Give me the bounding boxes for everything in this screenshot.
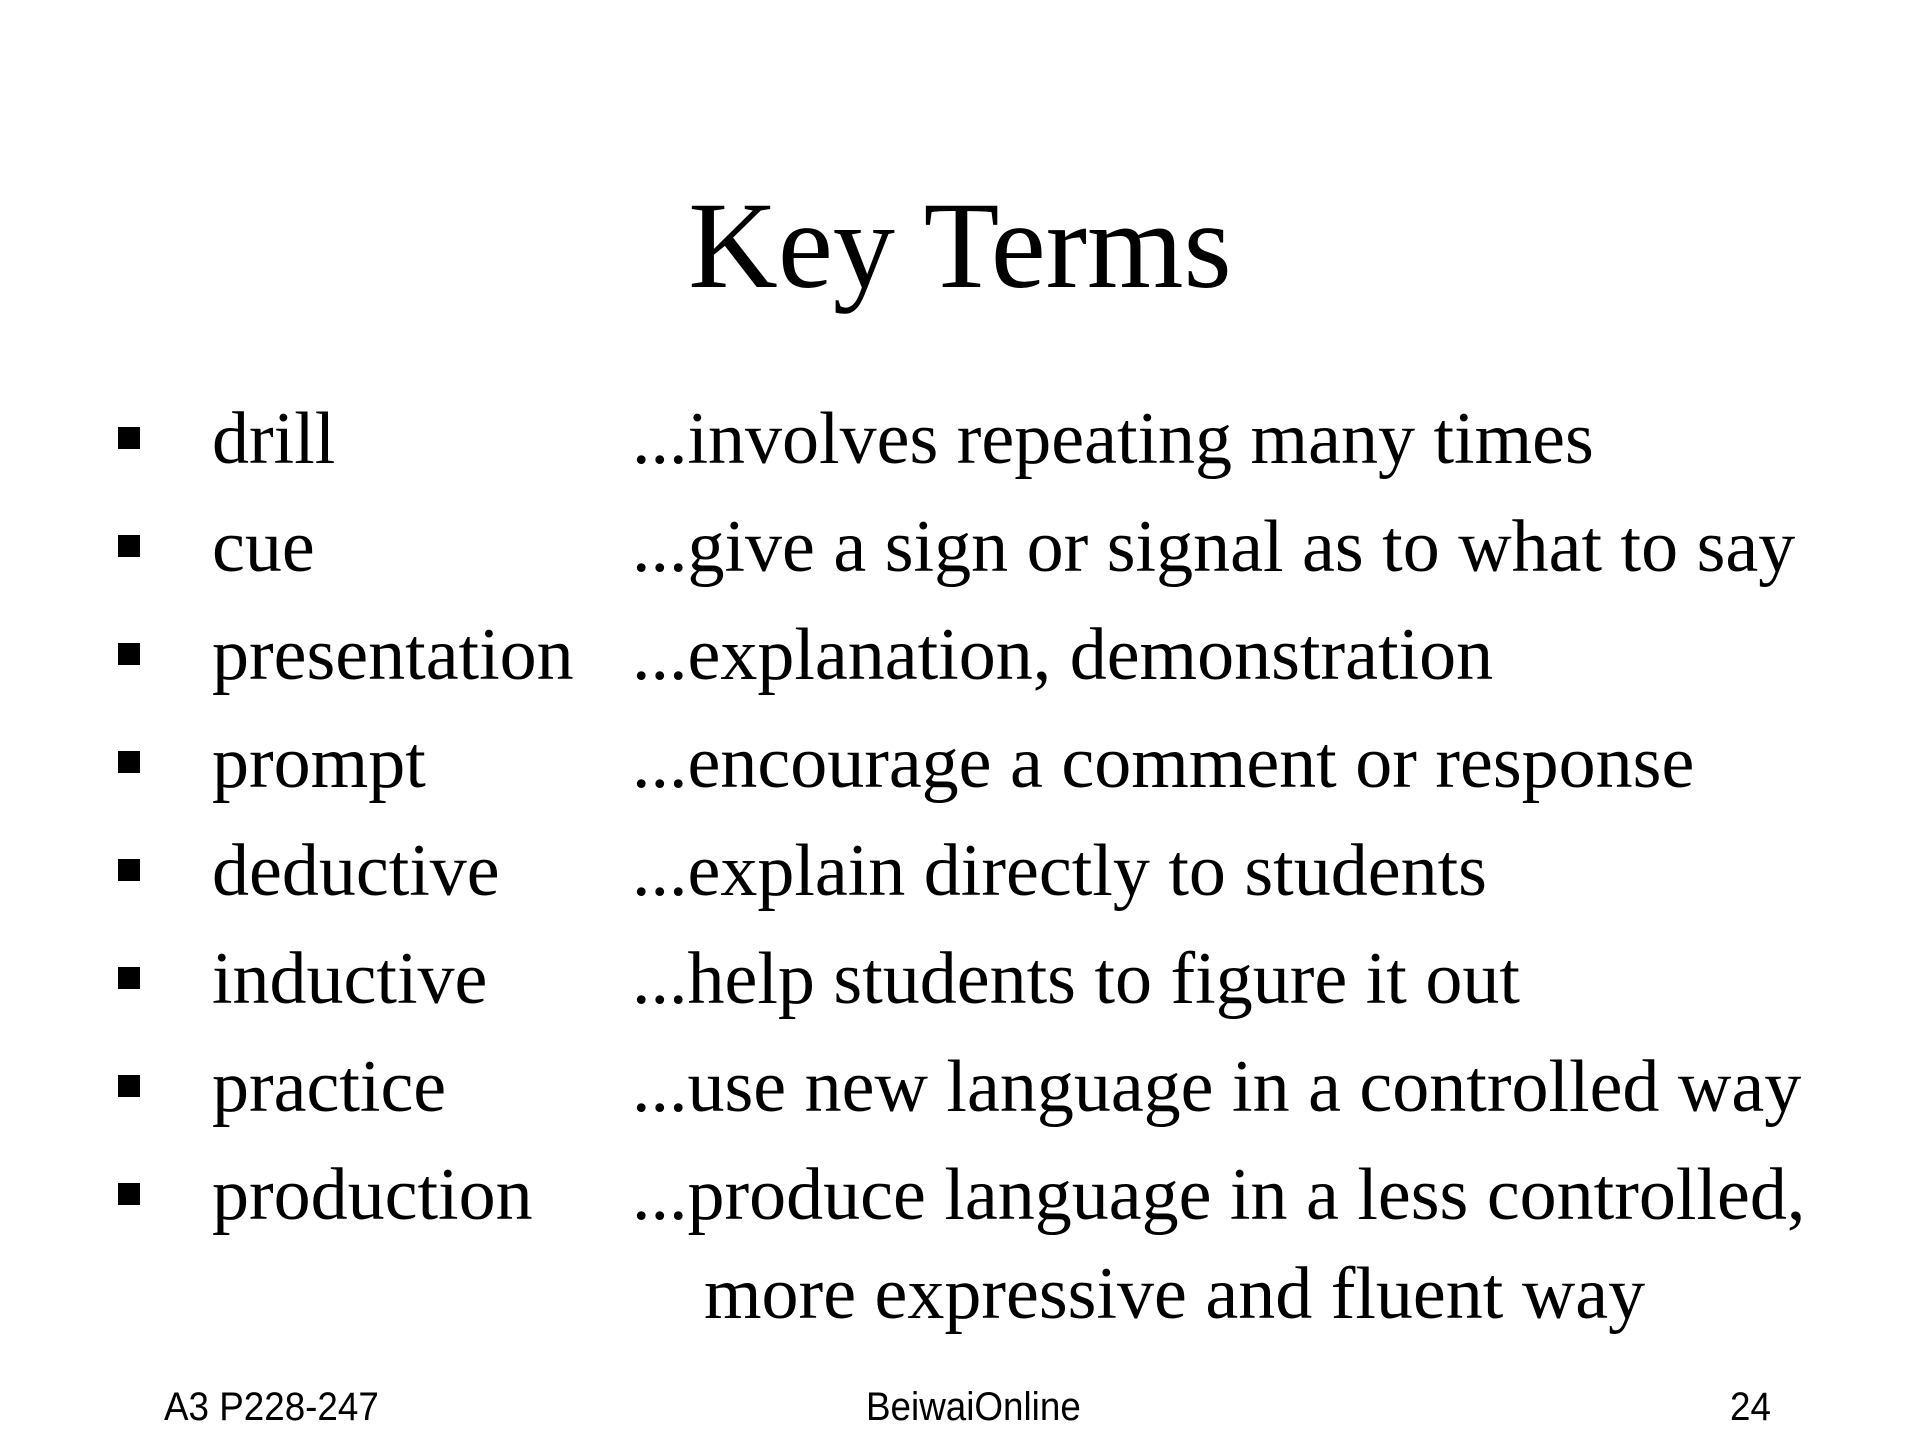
term-definition: ...involves repeating many times (632, 398, 1594, 480)
key-terms-list (118, 385, 1858, 1339)
term-definition: ...explanation, demonstration (632, 614, 1494, 696)
square-bullet-icon (118, 1075, 140, 1097)
term-definition-block (632, 1141, 1805, 1339)
slide-title: Key Terms (688, 177, 1232, 314)
list-item (118, 817, 1858, 925)
term-label: cue (212, 506, 315, 588)
term-definition: ...encourage a comment or response (632, 722, 1695, 804)
term-label: inductive (212, 938, 488, 1020)
term-label: drill (212, 398, 336, 480)
list-item (118, 493, 1858, 601)
list-item (118, 385, 1858, 493)
square-bullet-icon (118, 751, 140, 773)
footer-source: A3 P228-247 (164, 1385, 379, 1429)
term-definition: ...give a sign or signal as to what to say (632, 506, 1796, 588)
list-item (118, 1141, 1858, 1339)
list-item (118, 601, 1858, 709)
square-bullet-icon (118, 643, 140, 665)
list-item (118, 1033, 1858, 1141)
term-definition: ...produce language in a less controlled, (632, 1154, 1806, 1236)
list-item (118, 709, 1858, 817)
square-bullet-icon (118, 859, 140, 881)
square-bullet-icon (118, 967, 140, 989)
square-bullet-icon (118, 535, 140, 557)
square-bullet-icon (118, 427, 140, 449)
term-label: prompt (212, 722, 426, 804)
square-bullet-icon (118, 1183, 140, 1205)
term-label: deductive (212, 830, 500, 912)
term-definition: ...help students to figure it out (632, 938, 1520, 1020)
term-definition: ...explain directly to students (632, 830, 1487, 912)
page-number: 24 (1730, 1385, 1771, 1429)
list-item (118, 925, 1858, 1033)
term-definition: ...use new language in a controlled way (632, 1046, 1802, 1128)
term-label: practice (212, 1046, 447, 1128)
footer-brand: BeiwaiOnline (866, 1385, 1081, 1429)
term-label: presentation (212, 614, 574, 696)
term-definition-continuation: more expressive and fluent way (704, 1253, 1646, 1335)
term-label: production (212, 1154, 533, 1236)
